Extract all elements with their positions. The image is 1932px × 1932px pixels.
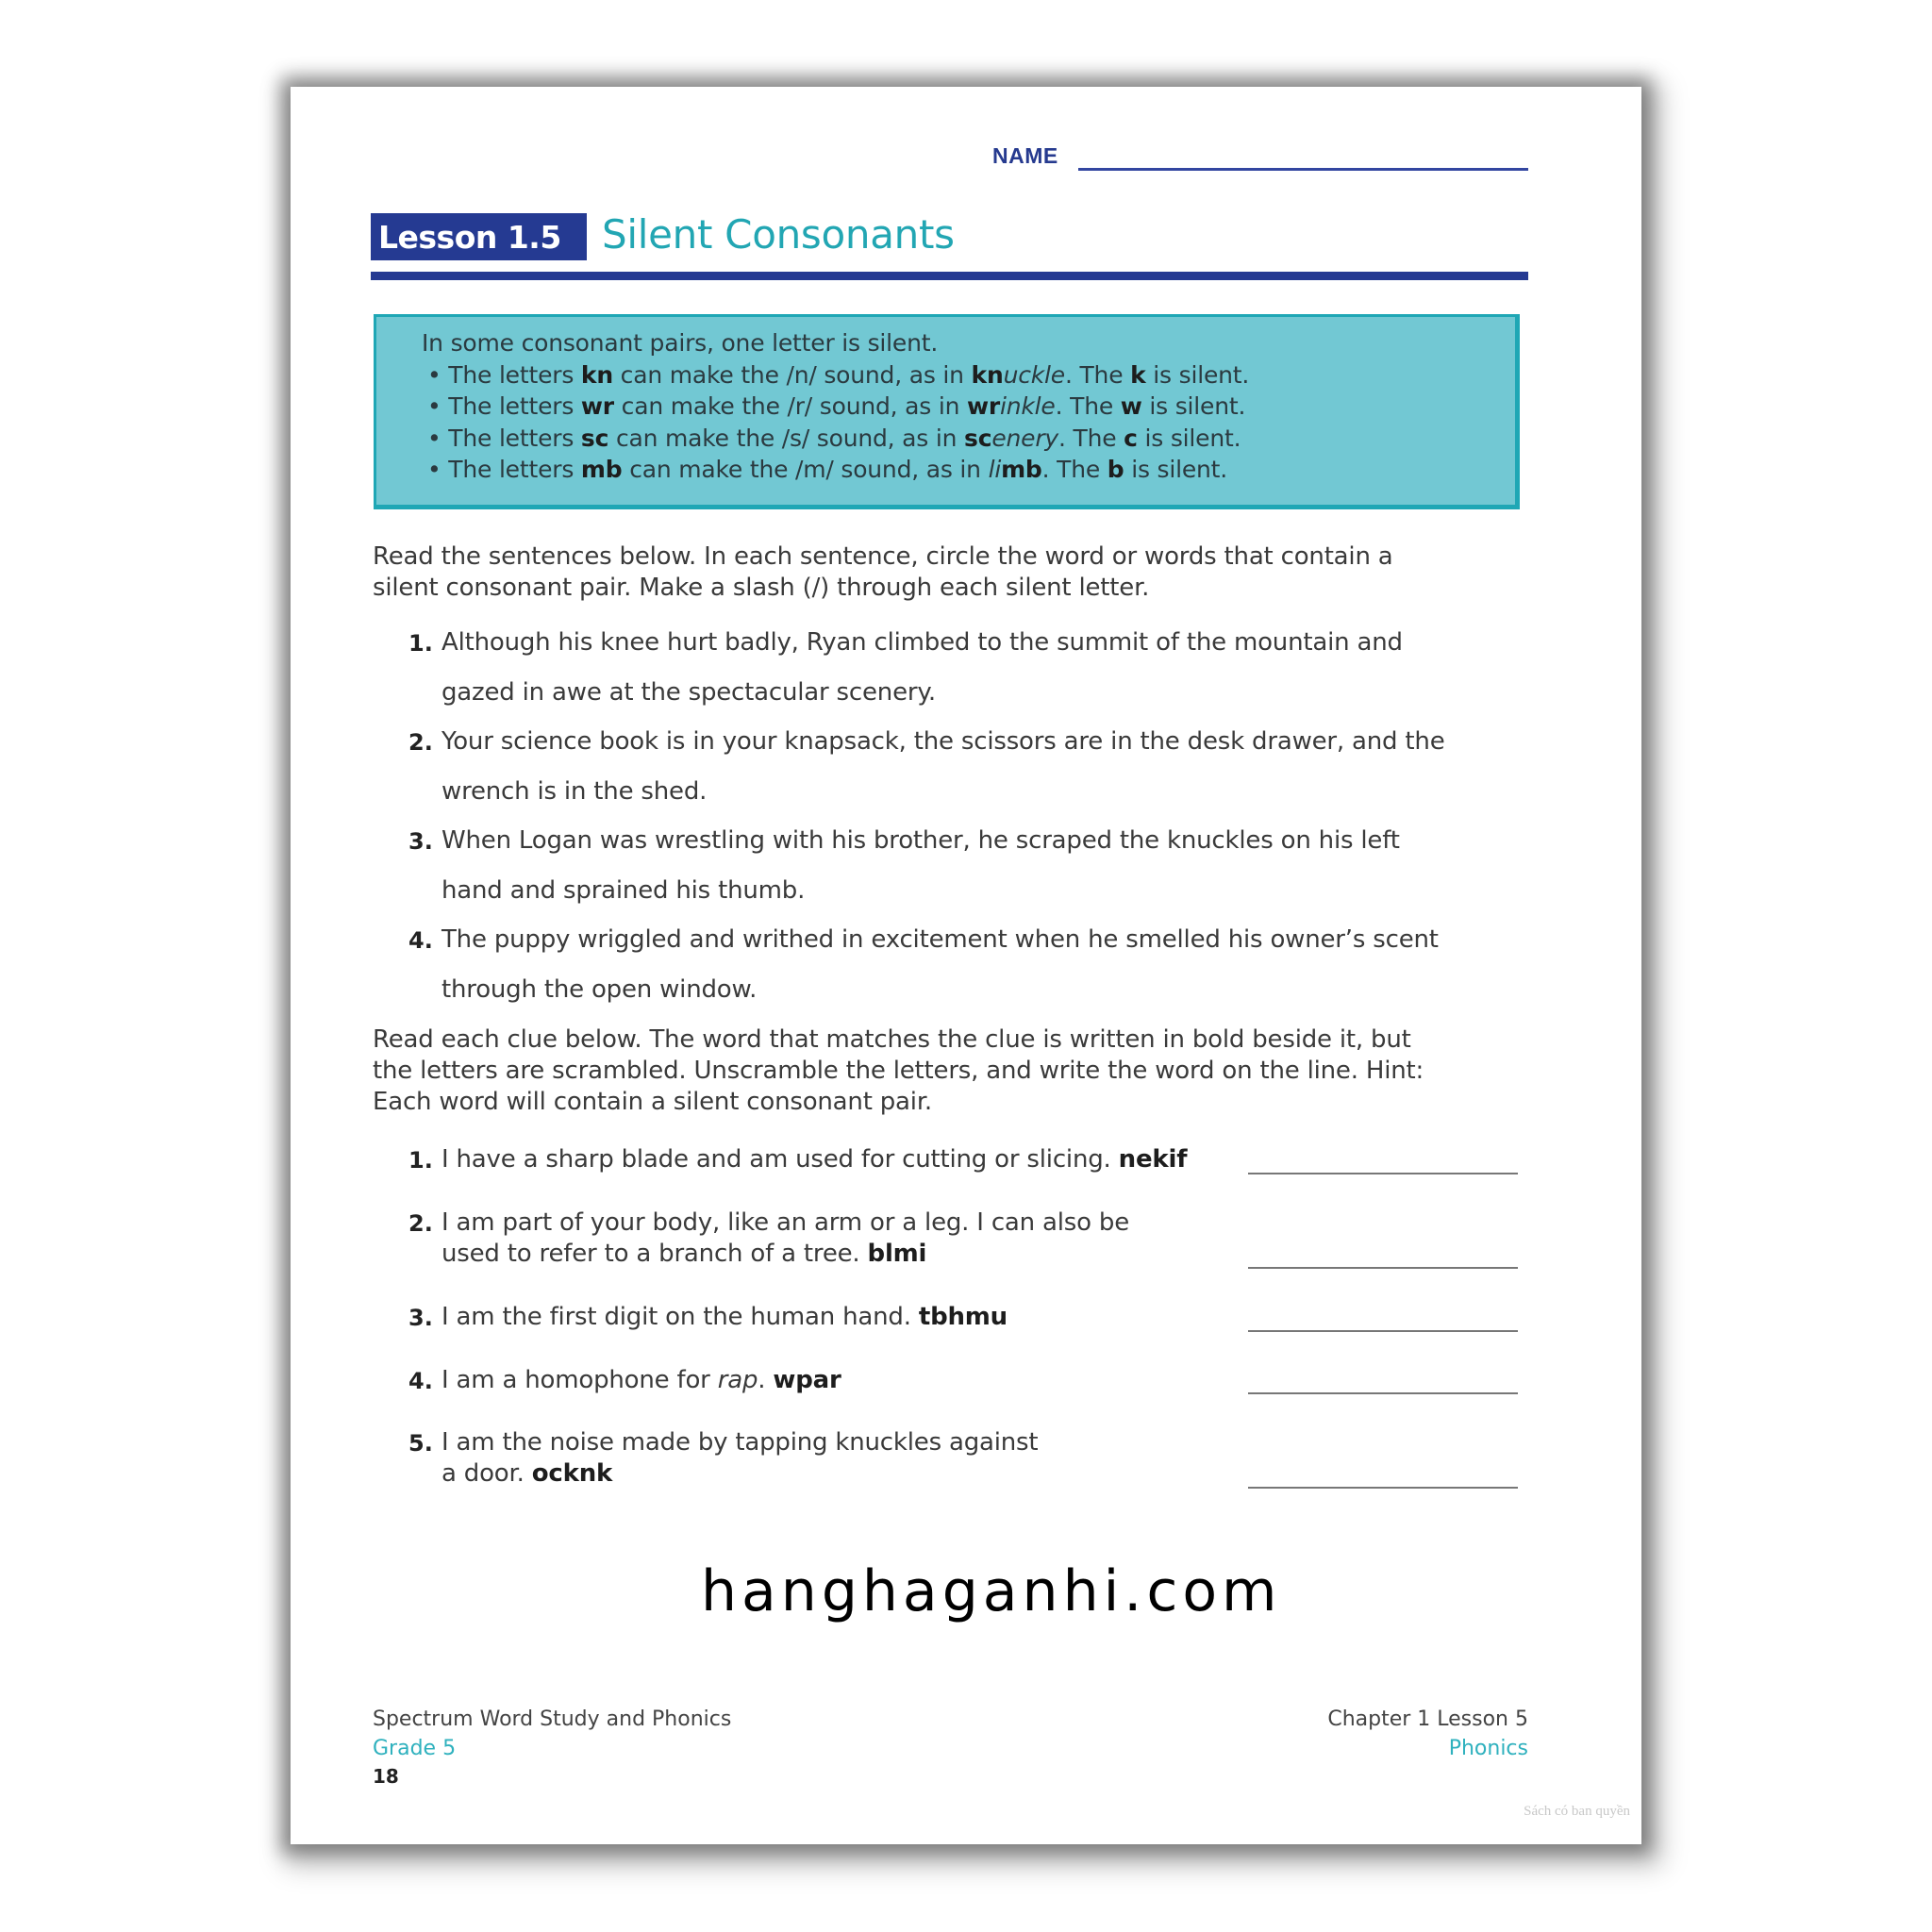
clue-number: 2. xyxy=(408,1210,433,1237)
part1-instructions-line: Read the sentences below. In each sentence, circle the word or words that contain a xyxy=(373,542,1393,571)
clue-text: I am the first digit on the human hand. tbhmu xyxy=(441,1303,1008,1331)
sentence-text: gazed in awe at the spectacular scenery. xyxy=(441,678,936,707)
name-label: NAME xyxy=(992,143,1058,168)
worksheet-page xyxy=(291,87,1641,1844)
scrambled-word: tbhmu xyxy=(918,1303,1008,1331)
part2-instructions-line: the letters are scrambled. Unscramble the letters, and write the word on the line. Hint: xyxy=(373,1057,1424,1085)
sentence-number: 3. xyxy=(408,828,433,855)
clue-text: I am a homophone for rap. wpar xyxy=(441,1366,841,1394)
bullet: • xyxy=(427,425,441,452)
sentence-number: 1. xyxy=(408,630,433,657)
clue-number: 4. xyxy=(408,1368,433,1394)
clue-number: 1. xyxy=(408,1147,433,1174)
sentence-text: wrench is in the shed. xyxy=(441,777,708,806)
part2-instructions-line: Each word will contain a silent consonant pair. xyxy=(373,1088,932,1116)
lesson-number: Lesson 1.5 xyxy=(378,219,561,256)
footer-grade: Grade 5 xyxy=(373,1737,457,1760)
scrambled-word: blmi xyxy=(867,1240,927,1268)
part1-instructions-line: silent consonant pair. Make a slash (/) through each silent letter. xyxy=(373,574,1150,602)
copyright-stamp: Sách có ban quyền xyxy=(1524,1804,1630,1819)
sentence-text: When Logan was wrestling with his brother, he scraped the knuckles on his left xyxy=(441,826,1400,855)
header-rule xyxy=(371,272,1528,280)
clue-number: 5. xyxy=(408,1430,433,1457)
rule-intro: In some consonant pairs, one letter is silent. xyxy=(422,329,939,357)
clue-text: I am the noise made by tapping knuckles against xyxy=(441,1428,1039,1457)
rule-item: • The letters sc can make the /s/ sound, as in scenery. The c is silent. xyxy=(427,425,1241,452)
bullet: • xyxy=(427,392,441,420)
bullet: • xyxy=(427,456,441,483)
sentence-text: Your science book is in your knapsack, the scissors are in the desk drawer, and the xyxy=(441,727,1445,756)
bullet: • xyxy=(427,361,441,389)
sentence-text: hand and sprained his thumb. xyxy=(441,876,806,905)
answer-line[interactable] xyxy=(1248,1330,1518,1332)
scrambled-word: wpar xyxy=(773,1366,841,1394)
clue-text: used to refer to a branch of a tree. blmi xyxy=(441,1240,927,1268)
site-watermark: hanghaganhi.com xyxy=(701,1558,1282,1624)
scrambled-word: ocknk xyxy=(531,1459,613,1488)
rule-item: • The letters wr can make the /r/ sound, as in wrinkle. The w is silent. xyxy=(427,392,1246,420)
sentence-number: 2. xyxy=(408,729,433,756)
page-number: 18 xyxy=(373,1765,399,1788)
footer-book-title: Spectrum Word Study and Phonics xyxy=(373,1707,732,1731)
rule-item: • The letters kn can make the /n/ sound, as in knuckle. The k is silent. xyxy=(427,361,1250,389)
answer-line[interactable] xyxy=(1248,1173,1518,1174)
lesson-title: Silent Consonants xyxy=(602,211,955,258)
part2-instructions-line: Read each clue below. The word that matches the clue is written in bold beside it, but xyxy=(373,1025,1411,1054)
name-input-line[interactable] xyxy=(1078,168,1528,171)
clue-text: a door. ocknk xyxy=(441,1459,613,1488)
answer-line[interactable] xyxy=(1248,1392,1518,1394)
answer-line[interactable] xyxy=(1248,1267,1518,1269)
rule-item: • The letters mb can make the /m/ sound, as in limb. The b is silent. xyxy=(427,456,1228,483)
scrambled-word: nekif xyxy=(1118,1145,1188,1174)
lesson-badge xyxy=(371,213,587,260)
clue-text: I am part of your body, like an arm or a leg. I can also be xyxy=(441,1208,1129,1237)
sentence-text: The puppy wriggled and writhed in excitement when he smelled his owner’s scent xyxy=(441,925,1439,954)
answer-line[interactable] xyxy=(1248,1487,1518,1489)
clue-number: 3. xyxy=(408,1305,433,1331)
sentence-text: Although his knee hurt badly, Ryan climbed to the summit of the mountain and xyxy=(441,628,1403,657)
sentence-number: 4. xyxy=(408,927,433,954)
rule-box xyxy=(374,314,1520,509)
clue-text: I have a sharp blade and am used for cutting or slicing. nekif xyxy=(441,1145,1188,1174)
sentence-text: through the open window. xyxy=(441,975,758,1004)
footer-chapter: Chapter 1 Lesson 5 xyxy=(1327,1707,1528,1731)
footer-subject: Phonics xyxy=(1448,1737,1528,1760)
